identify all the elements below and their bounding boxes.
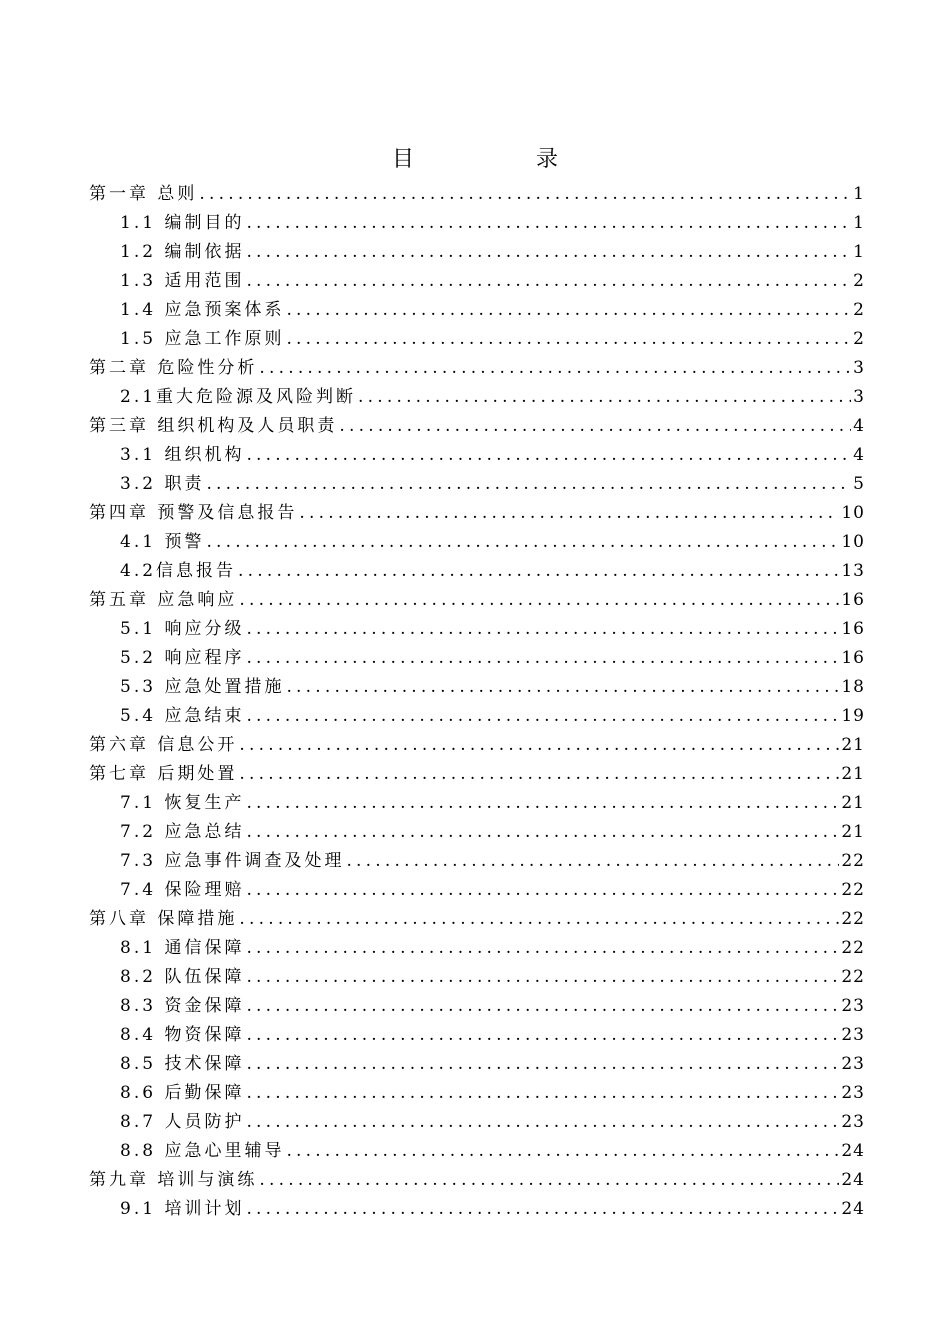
toc-entry-label: 5.1 响应分级	[120, 619, 245, 639]
toc-dot-leader	[246, 789, 839, 818]
toc-entry-label: 8.7 人员防护	[120, 1112, 245, 1132]
toc-dot-leader	[246, 934, 839, 963]
toc-entry-label: 7.1 恢复生产	[120, 793, 245, 813]
toc-page-number: 21	[841, 735, 865, 755]
toc-entry-label: 5.4 应急结束	[120, 706, 245, 726]
toc-chapter-entry[interactable]	[89, 354, 865, 383]
toc-dot-leader	[246, 209, 851, 238]
toc-list	[89, 180, 865, 1224]
toc-dot-leader	[239, 905, 839, 934]
toc-entry-label: 第六章 信息公开	[89, 735, 238, 755]
toc-page-number: 23	[841, 996, 865, 1016]
toc-page-number: 22	[841, 851, 865, 871]
toc-section-entry[interactable]	[89, 1079, 865, 1108]
toc-page-number: 13	[841, 561, 865, 581]
toc-dot-leader	[246, 1079, 839, 1108]
toc-dot-leader	[246, 615, 839, 644]
toc-section-entry[interactable]	[89, 325, 865, 354]
toc-page-number: 23	[841, 1054, 865, 1074]
toc-dot-leader	[206, 528, 839, 557]
toc-dot-leader	[246, 1108, 839, 1137]
toc-dot-leader	[239, 760, 839, 789]
toc-page-number: 23	[841, 1083, 865, 1103]
toc-dot-leader	[246, 702, 839, 731]
toc-section-entry[interactable]	[89, 528, 865, 557]
toc-section-entry[interactable]	[89, 1108, 865, 1137]
toc-page-number: 24	[841, 1170, 865, 1190]
toc-page-number: 24	[841, 1141, 865, 1161]
toc-entry-label: 3.1 组织机构	[120, 445, 245, 465]
toc-page-number: 18	[841, 677, 865, 697]
toc-title: 目 录	[391, 147, 608, 172]
toc-page-number: 22	[841, 967, 865, 987]
toc-page-number: 22	[841, 880, 865, 900]
toc-dot-leader	[246, 441, 851, 470]
toc-section-entry[interactable]	[89, 1195, 865, 1224]
toc-section-entry[interactable]	[89, 963, 865, 992]
toc-section-entry[interactable]	[89, 470, 865, 499]
toc-section-entry[interactable]	[89, 1050, 865, 1079]
toc-entry-label: 第九章 培训与演练	[89, 1170, 258, 1190]
toc-dot-leader	[286, 296, 851, 325]
toc-dot-leader	[339, 412, 851, 441]
toc-section-entry[interactable]	[89, 383, 865, 412]
toc-chapter-entry[interactable]	[89, 180, 865, 209]
toc-entry-label: 2.1重大危险源及风险判断	[120, 387, 357, 407]
toc-page-number: 1	[853, 242, 865, 262]
toc-chapter-entry[interactable]	[89, 586, 865, 615]
toc-dot-leader	[259, 1166, 839, 1195]
toc-page-number: 16	[841, 648, 865, 668]
toc-page-number: 16	[841, 590, 865, 610]
toc-page-number: 2	[853, 329, 865, 349]
toc-entry-label: 8.8 应急心里辅导	[120, 1141, 285, 1161]
toc-dot-leader	[246, 1021, 839, 1050]
toc-dot-leader	[286, 325, 851, 354]
toc-entry-label: 7.4 保险理赔	[120, 880, 245, 900]
toc-entry-label: 1.4 应急预案体系	[120, 300, 285, 320]
toc-entry-label: 1.5 应急工作原则	[120, 329, 285, 349]
toc-page-number: 22	[841, 938, 865, 958]
toc-page-number: 23	[841, 1112, 865, 1132]
toc-section-entry[interactable]	[89, 673, 865, 702]
toc-dot-leader	[246, 1050, 839, 1079]
toc-entry-label: 1.2 编制依据	[120, 242, 245, 262]
toc-entry-label: 1.3 适用范围	[120, 271, 245, 291]
toc-entry-label: 8.1 通信保障	[120, 938, 245, 958]
toc-entry-label: 7.2 应急总结	[120, 822, 245, 842]
toc-section-entry[interactable]	[89, 818, 865, 847]
toc-page-number: 2	[853, 300, 865, 320]
toc-entry-label: 8.2 队伍保障	[120, 967, 245, 987]
toc-dot-leader	[286, 1137, 839, 1166]
toc-section-entry[interactable]	[89, 702, 865, 731]
toc-section-entry[interactable]	[89, 296, 865, 325]
toc-dot-leader	[286, 673, 839, 702]
toc-dot-leader	[239, 731, 839, 760]
toc-entry-label: 第四章 预警及信息报告	[89, 503, 298, 523]
toc-section-entry[interactable]	[89, 644, 865, 673]
toc-chapter-entry[interactable]	[89, 1166, 865, 1195]
toc-page-number: 19	[841, 706, 865, 726]
toc-dot-leader	[246, 876, 839, 905]
toc-section-entry[interactable]	[89, 267, 865, 296]
toc-chapter-entry[interactable]	[89, 499, 865, 528]
toc-entry-label: 4.1 预警	[120, 532, 205, 552]
toc-dot-leader	[358, 383, 851, 412]
toc-page-number: 1	[853, 213, 865, 233]
toc-entry-label: 4.2信息报告	[120, 561, 237, 581]
toc-section-entry[interactable]	[89, 847, 865, 876]
toc-entry-label: 第三章 组织机构及人员职责	[89, 416, 338, 436]
toc-dot-leader	[246, 992, 839, 1021]
toc-section-entry[interactable]	[89, 789, 865, 818]
toc-section-entry[interactable]	[89, 209, 865, 238]
toc-entry-label: 第七章 后期处置	[89, 764, 238, 784]
toc-page-number: 21	[841, 764, 865, 784]
toc-dot-leader	[239, 586, 839, 615]
toc-page-number: 24	[841, 1199, 865, 1219]
toc-dot-leader	[246, 963, 839, 992]
toc-dot-leader	[246, 238, 851, 267]
toc-section-entry[interactable]	[89, 1137, 865, 1166]
toc-chapter-entry[interactable]	[89, 412, 865, 441]
toc-dot-leader	[246, 267, 851, 296]
toc-entry-label: 1.1 编制目的	[120, 213, 245, 233]
toc-page-number: 21	[841, 793, 865, 813]
toc-entry-label: 第二章 危险性分析	[89, 358, 258, 378]
toc-page-number: 23	[841, 1025, 865, 1045]
toc-page-number: 4	[853, 445, 865, 465]
toc-chapter-entry[interactable]	[89, 760, 865, 789]
toc-section-entry[interactable]	[89, 615, 865, 644]
toc-dot-leader	[246, 644, 839, 673]
toc-page-number: 4	[853, 416, 865, 436]
toc-dot-leader	[259, 354, 851, 383]
toc-chapter-entry[interactable]	[89, 731, 865, 760]
toc-page-number: 2	[853, 271, 865, 291]
toc-dot-leader	[346, 847, 839, 876]
toc-page-number: 21	[841, 822, 865, 842]
toc-section-entry[interactable]	[89, 441, 865, 470]
toc-page-number: 3	[853, 358, 865, 378]
toc-entry-label: 8.5 技术保障	[120, 1054, 245, 1074]
toc-dot-leader	[238, 557, 839, 586]
toc-entry-label: 9.1 培训计划	[120, 1199, 245, 1219]
toc-section-entry[interactable]	[89, 876, 865, 905]
toc-entry-label: 第五章 应急响应	[89, 590, 238, 610]
toc-section-entry[interactable]	[89, 992, 865, 1021]
toc-dot-leader	[206, 470, 851, 499]
toc-entry-label: 8.4 物资保障	[120, 1025, 245, 1045]
toc-chapter-entry[interactable]	[89, 905, 865, 934]
toc-dot-leader	[199, 180, 851, 209]
toc-entry-label: 5.2 响应程序	[120, 648, 245, 668]
toc-page-number: 16	[841, 619, 865, 639]
toc-section-entry[interactable]	[89, 557, 865, 586]
toc-entry-label: 第八章 保障措施	[89, 909, 238, 929]
toc-dot-leader	[246, 1195, 839, 1224]
toc-page-number: 3	[853, 387, 865, 407]
toc-page-number: 10	[841, 532, 865, 552]
toc-dot-leader	[299, 499, 839, 528]
toc-entry-label: 3.2 职责	[120, 474, 205, 494]
toc-entry-label: 7.3 应急事件调查及处理	[120, 851, 345, 871]
toc-page-number: 10	[841, 503, 865, 523]
toc-section-entry[interactable]	[89, 934, 865, 963]
toc-section-entry[interactable]	[89, 238, 865, 267]
toc-page-number: 5	[853, 474, 865, 494]
toc-page-number: 1	[853, 184, 865, 204]
toc-section-entry[interactable]	[89, 1021, 865, 1050]
toc-entry-label: 5.3 应急处置措施	[120, 677, 285, 697]
toc-entry-label: 第一章 总则	[89, 184, 198, 204]
toc-entry-label: 8.6 后勤保障	[120, 1083, 245, 1103]
toc-page-number: 22	[841, 909, 865, 929]
toc-entry-label: 8.3 资金保障	[120, 996, 245, 1016]
toc-dot-leader	[246, 818, 839, 847]
